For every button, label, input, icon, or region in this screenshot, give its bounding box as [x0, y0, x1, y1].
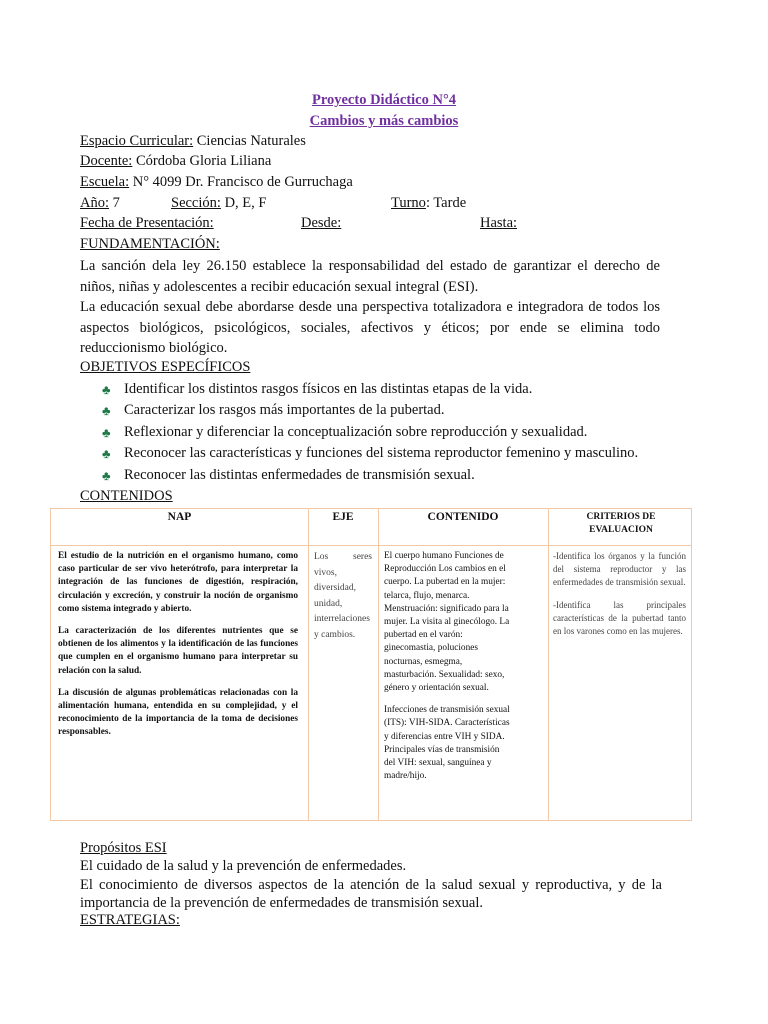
- anio-field: [80, 195, 120, 212]
- contenidos-table: [50, 508, 692, 821]
- column-divider: [378, 509, 379, 820]
- docente-value: Córdoba Gloria Liliana: [132, 153, 272, 169]
- table-header-eje: EJE: [332, 511, 354, 523]
- desde-label: Desde:: [301, 215, 342, 231]
- turno-value: : Tarde: [425, 195, 467, 211]
- seccion-label: Sección:: [171, 195, 221, 211]
- objetivos-list: [102, 379, 672, 486]
- list-item: ♣ Identificar los distintos rasgos físicos en las distintas etapas de la vida.: [102, 379, 672, 400]
- table-header-nap: NAP: [167, 511, 192, 523]
- hasta-label: Hasta:: [480, 215, 518, 231]
- docente-line: [80, 153, 271, 170]
- escuela-line: [80, 174, 353, 191]
- turno-field: [391, 195, 466, 212]
- espacio-curricular-line: [80, 133, 306, 150]
- club-icon: ♣: [102, 403, 111, 419]
- contenido-paragraph: El cuerpo humano Funciones de Reproducción Los cambios en el cuerpo. La pubertad en la mujer: telarca, flujo, menarca. Menstruación: significado para la mujer. La visita al ginecólogo. La pubertad en el varón: ginecomastia, poluciones nocturnas, esmegma, masturbación. Sexualidad: sexo, género y orientación sexual.: [384, 551, 510, 694]
- contenidos-heading: CONTENIDOS: [80, 488, 173, 504]
- escuela-label: Escuela:: [80, 174, 130, 190]
- seccion-field: [171, 195, 266, 212]
- fundamentacion-paragraph-2: La educación sexual debe abordarse desde una perspectiva totalizadora e integradora de todos los aspectos biológicos, psicológicos, sociales, afectivos y éticos; por ende se elimina todo reduccionismo biológico.: [80, 299, 660, 356]
- anio-value: 7: [109, 195, 120, 211]
- club-icon: ♣: [102, 467, 111, 483]
- espacio-value: Ciencias Naturales: [193, 133, 306, 149]
- docente-label: Docente:: [80, 153, 133, 169]
- column-divider: [308, 509, 309, 820]
- fecha-presentacion-label: Fecha de Presentación:: [80, 215, 214, 231]
- turno-label: Turno: [391, 195, 426, 211]
- escuela-value: N° 4099 Dr. Francisco de Gurruchaga: [129, 174, 353, 190]
- criterios-paragraph: -Identifica las principales características de la pubertad tanto en los varones como en las mujeres.: [553, 600, 686, 636]
- espacio-label: Espacio Curricular:: [80, 133, 194, 149]
- club-icon: ♣: [102, 382, 111, 397]
- nap-cell: [58, 550, 298, 749]
- club-icon: ♣: [102, 424, 111, 440]
- propositos-heading: Propósitos ESI: [80, 840, 167, 856]
- nap-paragraph: La discusión de algunas problemáticas relacionadas con la alimentación humana, entendida en su complejidad, y el reconocimiento de la importancia de la toma de decisiones responsables.: [58, 687, 298, 738]
- document-subtitle: Cambios y más cambios: [309, 113, 459, 129]
- list-item: ♣ Caracterizar los rasgos más importantes de la pubertad.: [102, 400, 672, 421]
- criterios-cell: [553, 550, 686, 648]
- table-header-criterios: CRITERIOS DE EVALUACION: [586, 512, 656, 535]
- fundamentacion-paragraph-1: La sanción dela ley 26.150 establece la responsabilidad del estado de garantizar el derecho de niños, niñas y adolescentes a recibir educación sexual integral (ESI).: [80, 258, 660, 295]
- fundamentacion-heading: FUNDAMENTACIÓN:: [80, 236, 220, 252]
- table-header-contenido: CONTENIDO: [427, 511, 499, 523]
- list-item: ♣ Reflexionar y diferenciar la conceptualización sobre reproducción y sexualidad.: [102, 422, 672, 443]
- contenido-paragraph: Infecciones de transmisión sexual (ITS): VIH-SIDA. Características y diferencias entre VIH y SIDA. Principales vías de transmisión del VIH: sexual, sanguínea y madre/hijo.: [384, 705, 510, 782]
- list-item: ♣ Reconocer las características y funciones del sistema reproductor femenino y masculino.: [102, 443, 672, 464]
- contenido-cell: [384, 550, 510, 792]
- header-divider: [51, 545, 691, 546]
- objetivos-heading: OBJETIVOS ESPECÍFICOS: [80, 359, 251, 375]
- document-title: Proyecto Didáctico N°4: [311, 92, 457, 108]
- list-item: ♣ Reconocer las distintas enfermedades de transmisión sexual.: [102, 465, 672, 486]
- nap-paragraph: El estudio de la nutrición en el organismo humano, como caso particular de ser vivo heterótrofo, para interpretar la integración de las funciones de digestión, respiración, circulación y excreción, y construir la noción de organismo como sistema integrado y abierto.: [58, 551, 298, 614]
- eje-cell: Los seres vivos, diversidad, unidad, interrelaciones y cambios.: [314, 552, 372, 640]
- propositos-paragraph-2: El conocimiento de diversos aspectos de la atención de la salud sexual y reproductiva, y de la importancia de la prevención de enfermedades de transmisión sexual.: [80, 877, 662, 911]
- anio-label: Año:: [80, 195, 109, 211]
- propositos-paragraph-1: El cuidado de la salud y la prevención de enfermedades.: [80, 858, 407, 874]
- criterios-paragraph: -Identifica los órganos y la función del sistema reproductor y las enfermedades de transmisión sexual.: [553, 551, 686, 587]
- nap-paragraph: La caracterización de los diferentes nutrientes que se obtienen de los alimentos y la identificación de las funciones que cumplen en el organismo humano para interpretar su relación con la salud.: [58, 626, 298, 676]
- seccion-value: D, E, F: [220, 195, 267, 211]
- column-divider: [548, 509, 549, 820]
- club-icon: ♣: [102, 446, 111, 462]
- estrategias-heading: ESTRATEGIAS:: [80, 912, 180, 928]
